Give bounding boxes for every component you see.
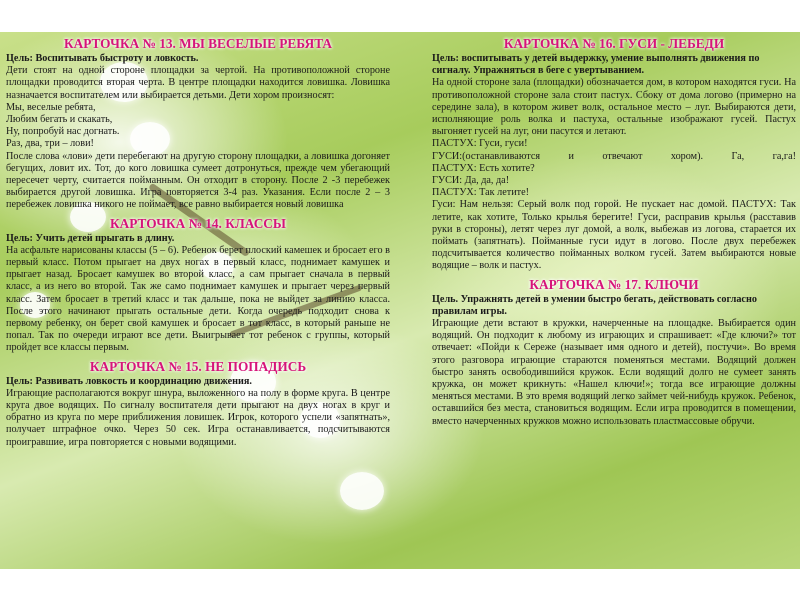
card-16-title: КАРТОЧКА № 16. ГУСИ - ЛЕБЕДИ <box>503 36 725 51</box>
card-16-dialog-line: ПАСТУХ: Так летите! <box>432 187 530 199</box>
card-13-poem-line: Ну, попробуй нас догнать. <box>6 126 120 138</box>
card-16 <box>432 36 796 273</box>
card-17-goal: Цель. Упражнять детей в умении быстро бегать, действовать согласно правилам игры. <box>432 293 757 317</box>
card-14-goal: Цель: Учить детей прыгать в длину. <box>6 232 175 244</box>
right-column <box>432 32 796 428</box>
card-13-poem-line: Любим бегать и скакать, <box>6 114 113 126</box>
card-13-poem-line: Мы, веселые ребята, <box>6 101 96 113</box>
card-14 <box>6 216 390 355</box>
card-17-title: КАРТОЧКА № 17. КЛЮЧИ <box>529 276 699 292</box>
card-13-text: Дети стоят на одной стороне площадки за чертой. На противоположной стороне площадки проводится вторая черта. В центре площадки находится ловишка. Ловишка назначается воспитателем или выбирается детьми. Дети хором произносят: <box>6 65 390 101</box>
card-16-dialog-line: ГУСИ:(останавливаются и отвечают хором). Га, га,га! <box>432 150 796 162</box>
leaflet-page <box>0 32 800 569</box>
card-16-rules: Гуси: Нам нельзя: Серый волк под горой. Не пускает нас домой. ПАСТУХ: Так летите, как хотите, Только крылья берегите! Гуси, расправив крылья (расставив руки в стороны), летят через луг домой, а волк, выбежав из логова, старается их поймать (запятнать). Пойманные гуси идут в логово. После двух перебежек подсчитывается количество пойманных волком гусей. Затем выбираются новые водящие – волк и пастух. <box>432 199 796 272</box>
card-16-dialog-line: ГУСИ: Да, да, да! <box>432 175 510 187</box>
card-15-text: Играющие располагаются вокруг шнура, выложенного на полу в форме круга. В центре круга двое водящих. По сигналу воспитателя дети прыгают на двух ногах в круг и обратно из круга по мере приближения ловишек. Игрок, которого успели «запятнать», получает штрафное очко. Через 50 сек. Игра останавливается, подсчитываются проигравшие, игра повторяется с новыми водящими. <box>6 387 390 448</box>
card-16-dialog-line: ПАСТУХ: Есть хотите? <box>432 162 535 174</box>
card-13-rules: После слова «лови» дети перебегают на другую сторону площадки, а ловишка догоняет бегущих, ловит их. Тот, до кого ловишка сумеет дотронуться, прежде чем убегающий пересечет черту, считается пойманным. Он отходит в сторону. После 2 -3 перебежек выбирается другой ловишка. Игра повторяется 3-4 раз. Указания. Если после 2 – 3 перебежек ловишка никого не поймает, все равно выбирается новый ловишка <box>6 150 390 211</box>
blossom-decoration <box>340 472 384 510</box>
card-16-dialog-line: ПАСТУХ: Гуси, гуси! <box>432 138 528 150</box>
card-13-goal: Цель: Воспитывать быстроту и ловкость. <box>6 53 199 64</box>
card-15-title: КАРТОЧКА № 15. НЕ ПОПАДИСЬ <box>89 358 307 374</box>
card-16-goal: Цель: воспитывать у детей выдержку, умение выполнять движения по сигналу. Упражняться в беге с увертыванием. <box>432 53 760 77</box>
card-14-title: КАРТОЧКА № 14. КЛАССЫ <box>110 215 286 231</box>
card-13 <box>6 36 390 212</box>
card-15 <box>6 359 390 449</box>
card-15-goal: Цель: Развивать ловкость и координацию движения. <box>6 375 252 387</box>
card-13-title: КАРТОЧКА № 13. МЫ ВЕСЕЛЫЕ РЕБЯТА <box>63 36 333 51</box>
card-17-text: Играющие дети встают в кружки, начерченные на площадке. Выбирается один водящий. Он подходит к любому из играющих и спрашивает: «Где ключи?» тот отвечает: «Пойди к Сереже (называет имя одного и детей), постучи». Во время этого разговора играющие стараются поменяться местами. Водящий должен быстро занять освободившийся кружок. Если водящий долго не сумеет занять кружка, он может крикнуть: «Нашел ключи!»; тогда все играющие должны меняться местами. В это время водящий легко займет чей-нибудь кружок. Ребенок, оставшийся без места, становиться водящим. Если игра проводится в помещении, вместо начерченных кружков можно использовать пластмассовые обручи. <box>432 318 796 427</box>
card-16-text: На одной стороне зала (площадки) обозначается дом, в котором находятся гуси. На противоположной стороне зала стоит пастух. Сбоку от дома логово (примерно на середине зала), в котором живет волк, остальное место – луг. Выбираются дети, исполняющие роль волка и пастуха, остальные изображают гусей. Пастух выгоняет гусей на луг, они пасутся и летают. <box>432 77 796 138</box>
left-column <box>6 32 390 449</box>
card-14-text: На асфальте нарисованы классы (5 – 6). Ребенок берет плоский камешек и бросает его в первый класс. Потом прыгает на двух ногах в первый класс, поднимает камушек и прыгает назад. Бросает камушек во второй класс, а сам прыгает сначала в первый класс, а из него во второй. Так же само поднимает камушек и прыгает через первый класс. Затем бросает в третий класс и так дальше, пока не выйдет за линию класса. После этого начинают прыгать остальные дети. Когда очередь подходит снова к первому ребенку, он берет свой камушек и бросает в тот класс, в который раньше не попал. Так по очереди играют все дети. Выигрывает тот ребенок с группы, который пройдет все классы первым. <box>6 244 390 354</box>
card-13-poem-line: Раз, два, три – лови! <box>6 138 94 150</box>
card-17 <box>432 277 796 428</box>
